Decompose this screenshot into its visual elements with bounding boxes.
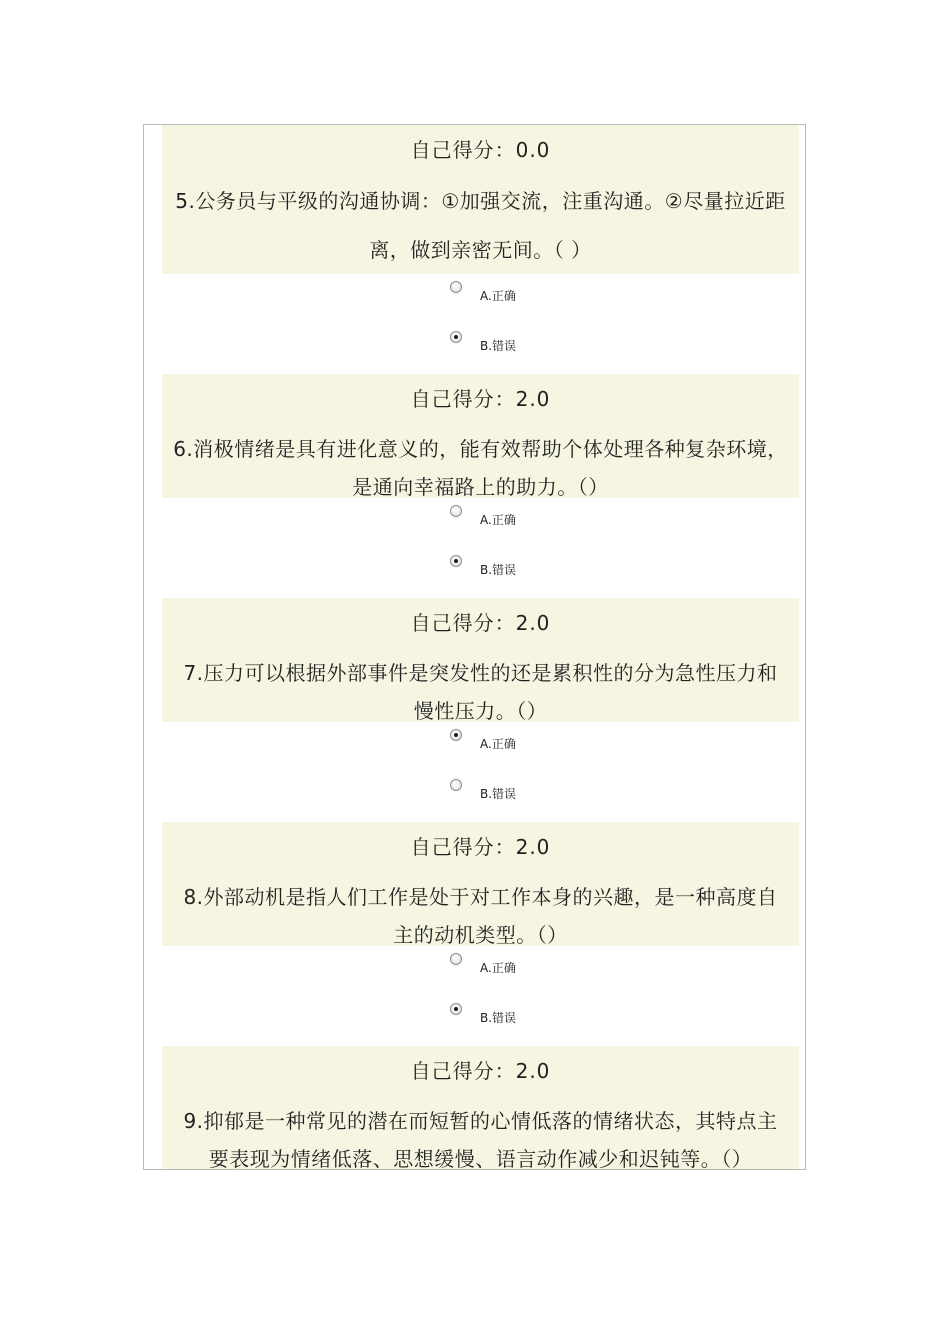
question-text-line-1: 6.消极情绪是具有进化意义的，能有效帮助个体处理各种复杂环境， [173, 437, 788, 461]
question-text-line-2: 要表现为情绪低落、思想缓慢、语言动作减少和迟钝等。（） [208, 1147, 753, 1170]
option-label: B.错误 [480, 787, 517, 801]
score-label: 自己得分：0.0 [410, 138, 551, 162]
radio-b-selected[interactable] [450, 1003, 462, 1015]
question-text-line-2: 是通向幸福路上的助力。（） [352, 475, 609, 499]
option-label: A.正确 [480, 961, 516, 975]
radio-a[interactable] [450, 953, 462, 965]
radio-a[interactable] [450, 505, 462, 517]
score-label: 自己得分：2.0 [410, 835, 551, 859]
score-label: 自己得分：2.0 [410, 387, 551, 411]
score-label: 自己得分：2.0 [410, 1059, 551, 1083]
radio-a[interactable] [450, 281, 462, 293]
radio-b[interactable] [450, 779, 462, 791]
option-label: B.错误 [480, 1011, 517, 1025]
question-text-line-2: 慢性压力。（） [413, 699, 548, 723]
question-text-line-1: 8.外部动机是指人们工作是处于对工作本身的兴趣，是一种高度自 [183, 885, 778, 909]
question-text-line-1: 7.压力可以根据外部事件是突发性的还是累积性的分为急性压力和 [183, 661, 778, 685]
option-label: A.正确 [480, 737, 516, 751]
radio-b-selected[interactable] [450, 331, 462, 343]
option-label: B.错误 [480, 339, 517, 353]
radio-a-selected[interactable] [450, 729, 462, 741]
radio-b-selected[interactable] [450, 555, 462, 567]
option-label: A.正确 [480, 513, 516, 527]
question-text-line-1: 5.公务员与平级的沟通协调：①加强交流，注重沟通。②尽量拉近距 [175, 189, 786, 213]
quiz-frame [143, 124, 806, 1170]
question-text-line-2: 离，做到亲密无间。（ ） [369, 238, 592, 262]
score-label: 自己得分：2.0 [410, 611, 551, 635]
option-label: A.正确 [480, 289, 516, 303]
option-label: B.错误 [480, 563, 517, 577]
question-text-line-2: 主的动机类型。（） [393, 923, 568, 947]
question-text-line-1: 9.抑郁是一种常见的潜在而短暂的心情低落的情绪状态，其特点主 [183, 1109, 778, 1133]
